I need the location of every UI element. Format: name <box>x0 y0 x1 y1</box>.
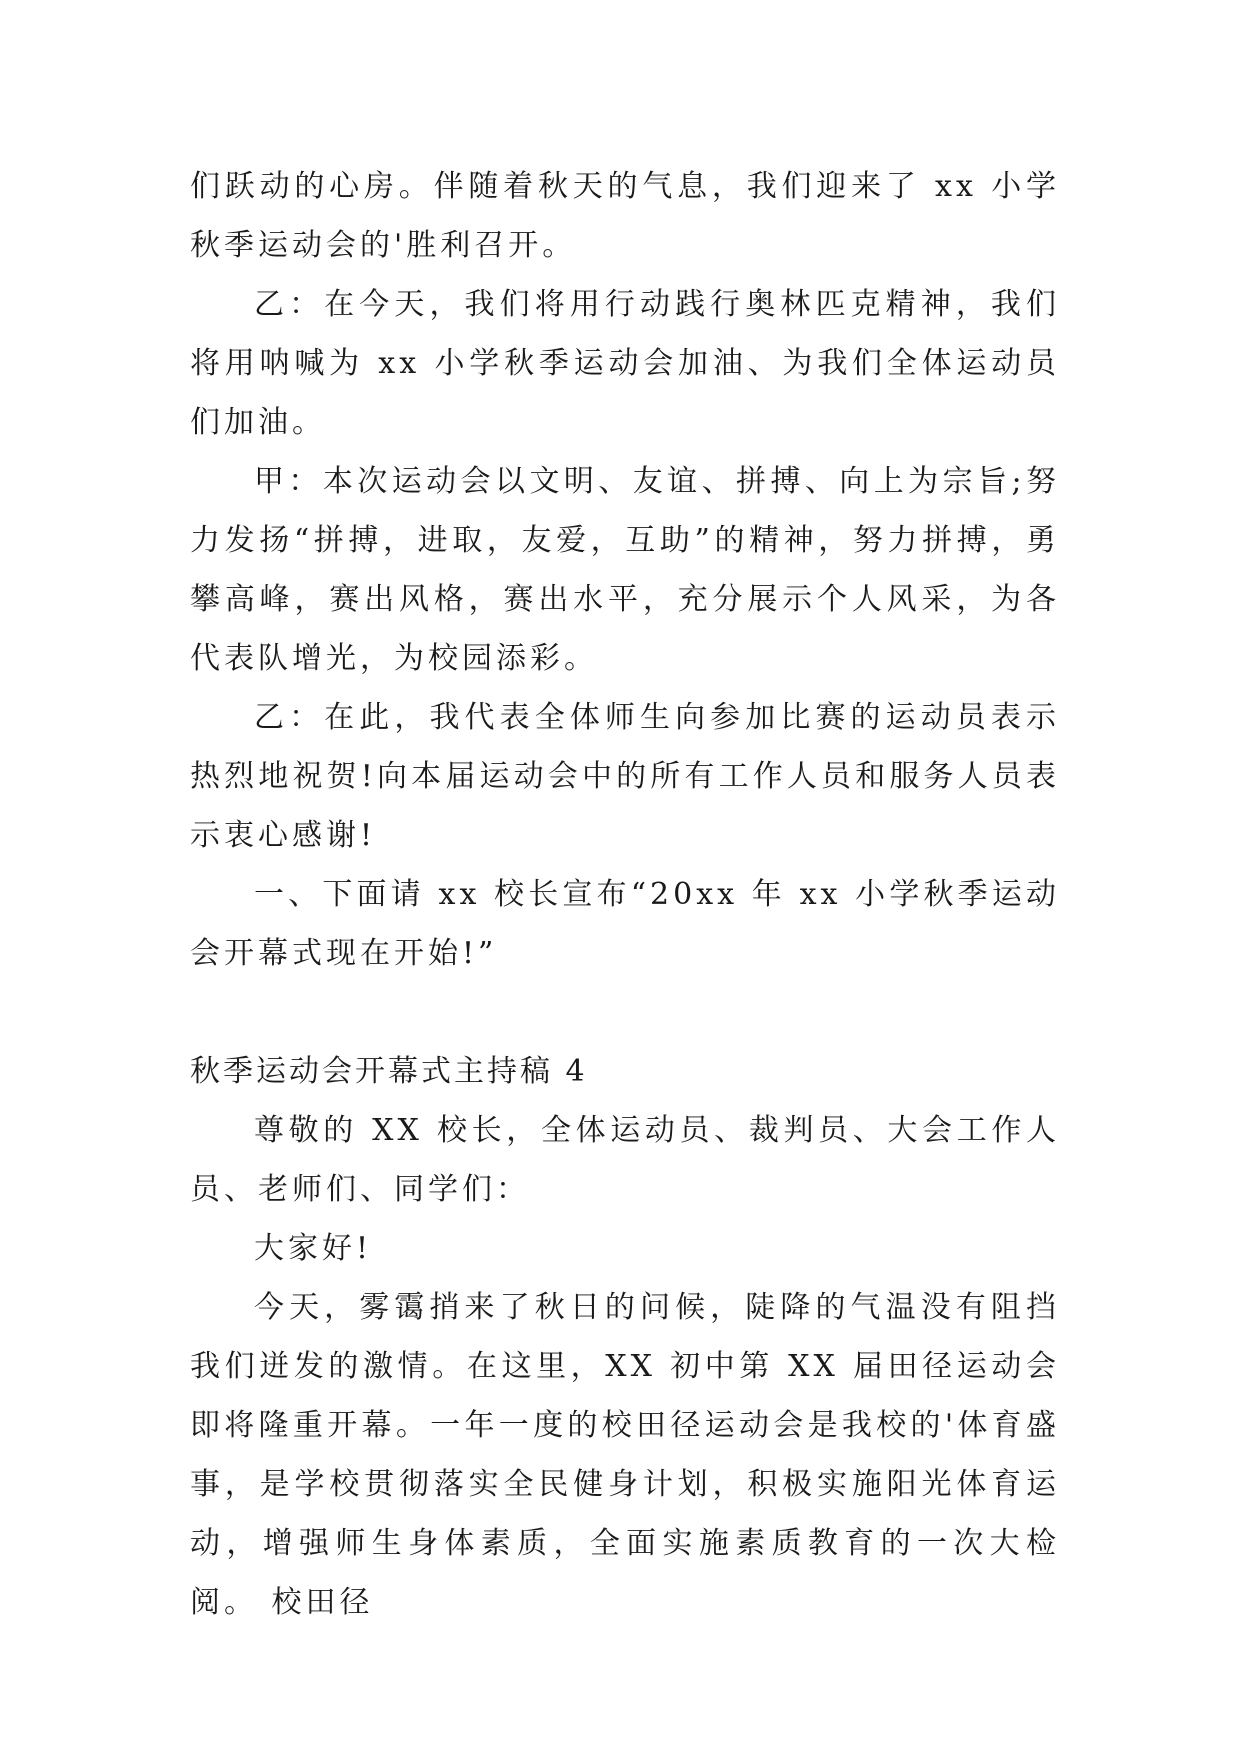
section-spacer <box>190 983 1060 1042</box>
paragraph-greeting: 大家好! <box>254 1231 373 1266</box>
paragraph-yi-today: 乙：在今天，我们将用行动践行奥林匹克精神，我们将用呐喊为 xx 小学秋季运动会加油、为我们全体运动员们加油。 <box>190 287 1060 440</box>
paragraph-continuation: 们跃动的心房。伴随着秋天的气息，我们迎来了 xx 小学秋季运动会的'胜利召开。 <box>190 169 1060 263</box>
paragraph-yi-congratulations: 乙：在此，我代表全体师生向参加比赛的运动员表示热烈地祝贺!向本届运动会中的所有工作人员和服务人员表示衷心感谢! <box>190 700 1060 853</box>
document-body <box>190 157 1060 1632</box>
paragraph-salutation: 尊敬的 XX 校长，全体运动员、裁判员、大会工作人员、老师们、同学们： <box>190 1113 1060 1207</box>
section-title: 秋季运动会开幕式主持稿 4 <box>190 1054 588 1089</box>
paragraph-opening-speech: 今天，雾霭捎来了秋日的问候，陡降的气温没有阻挡我们迸发的激情。在这里，XX 初中第 XX 届田径运动会即将隆重开幕。一年一度的校田径运动会是我校的'体育盛事，是学校贯彻落实全民健身计划，积极实施阳光体育运动，增强师生身体素质，全面实施素质教育的一次大检阅。 校田径 <box>190 1290 1060 1620</box>
paragraph-announcement: 一、下面请 xx 校长宣布“20xx 年 xx 小学秋季运动会开幕式现在开始!” <box>190 877 1060 971</box>
paragraph-jia-purpose: 甲：本次运动会以文明、友谊、拼搏、向上为宗旨;努力发扬“拼搏，进取，友爱，互助”的精神，努力拼搏，勇攀高峰，赛出风格，赛出水平，充分展示个人风采，为各代表队增光，为校园添彩。 <box>190 464 1060 676</box>
